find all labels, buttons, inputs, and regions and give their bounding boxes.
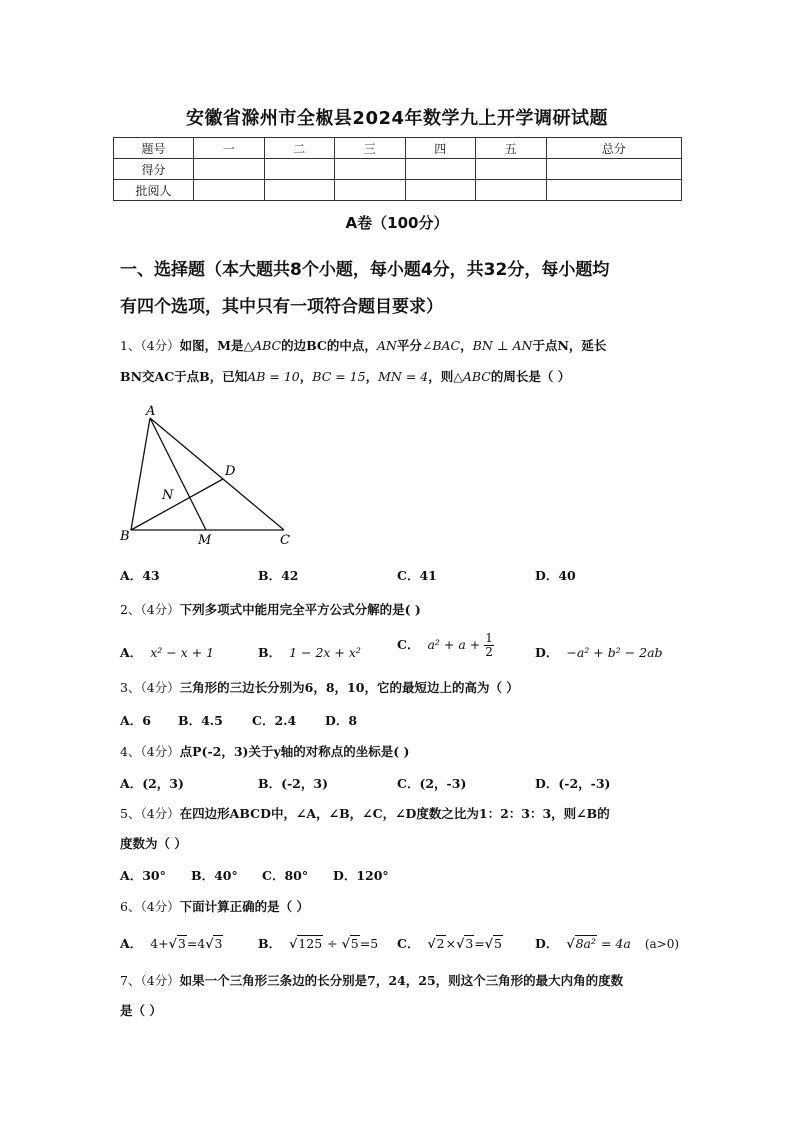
q7-number: 7、（4分） [120, 973, 180, 988]
label-b: B [120, 529, 130, 544]
option-math: 4+ [150, 936, 169, 951]
option-math: ÷ [323, 936, 342, 951]
q1-text: ， [299, 369, 313, 384]
radicand: 8a² [575, 936, 596, 951]
option-math: = [474, 936, 485, 951]
q1-math: BC = 15 [312, 369, 366, 384]
q5-line2: 度数为（ ） [120, 836, 187, 851]
q7-text: 如果一个三角形三条边的长分别是7，24，25，则这个三角形的最大内角的度数 [179, 973, 624, 988]
q7-line2: 是（ ） [120, 1003, 162, 1018]
q1-text: 平分 [396, 338, 422, 353]
q6-line [120, 897, 309, 915]
q6-option-a[interactable]: A． 4+√3=4√3 [120, 936, 223, 951]
table-cell [335, 159, 406, 180]
segment-am [150, 418, 206, 530]
table-row [114, 159, 682, 180]
fraction-denominator: 2 [485, 645, 493, 659]
q5-option-c[interactable]: C．80° [262, 868, 309, 883]
q6-option-d[interactable]: D． √8a² = 4a (a>0) [535, 936, 680, 951]
q1-option-d[interactable]: D．40 [535, 568, 576, 583]
option-math: =5 [359, 936, 379, 951]
radicand: 5 [350, 936, 359, 951]
q4-line [120, 742, 409, 760]
option-math: −a² + b² − 2ab [566, 645, 663, 660]
q1-option-c[interactable]: C．41 [397, 568, 437, 583]
q2-option-a[interactable] [120, 643, 214, 661]
option-label: C． [397, 936, 420, 951]
q4-option-d[interactable]: D．(-2，-3) [535, 776, 611, 791]
table-cell [194, 180, 265, 201]
q1-math: AN [376, 338, 397, 353]
q4-option-c[interactable]: C．(2，-3) [397, 776, 467, 791]
q1-math: ∠BAC [421, 338, 461, 353]
q1-text: ， [460, 338, 473, 353]
option-condition: (a>0) [644, 937, 680, 951]
q1-number: 1、（4分） [120, 338, 180, 353]
q5-number: 5、（4分） [120, 806, 180, 821]
q2-text: 下列多项式中能用完全平方公式分解的是( ) [179, 602, 421, 617]
option-math: =4 [186, 936, 206, 951]
option-label: A． [120, 645, 143, 660]
table-header-row [114, 138, 682, 159]
table-cell: 批阅人 [114, 180, 194, 201]
q1-text: ， [365, 369, 379, 384]
q3-option-a[interactable]: A．6 [120, 713, 151, 728]
option-math: = 4a [596, 936, 631, 951]
q3-option-d[interactable]: D．8 [325, 713, 358, 728]
option-label: A． [120, 936, 143, 951]
table-cell [405, 159, 476, 180]
q1-line2 [120, 367, 570, 385]
q1-line1 [120, 336, 606, 354]
radicand: 3 [214, 936, 223, 951]
q3-number: 3、（4分） [120, 680, 180, 695]
q1-text: ，则 [428, 369, 454, 384]
q3-line [120, 678, 519, 696]
label-d: D [225, 464, 236, 479]
page-title: 安徽省滁州市全椒县2024年数学九上开学调研试题 [185, 108, 609, 129]
table-cell [194, 159, 265, 180]
q1-math: MN = 4 [378, 369, 429, 384]
q1-text: BN交AC于点B，已知 [120, 369, 248, 384]
option-label: B． [258, 645, 282, 660]
q6-number: 6、（4分） [120, 899, 180, 914]
label-a: A [146, 404, 156, 419]
part1-heading-line2: 有四个选项，其中只有一项符合题目要求） [120, 297, 443, 317]
option-math: × [445, 936, 457, 951]
q2-option-d[interactable] [535, 643, 663, 661]
q1-math: BN ⊥ AN [472, 338, 533, 353]
q4-number: 4、（4分） [120, 744, 180, 759]
option-label: D． [535, 936, 559, 951]
label-m: M [198, 533, 212, 548]
triangle-figure [112, 400, 302, 550]
q3-option-b[interactable]: B．4.5 [178, 713, 223, 728]
table-cell [264, 180, 335, 201]
q5-option-d[interactable]: D．120° [333, 868, 389, 883]
table-cell [546, 180, 682, 201]
q1-text: 于点N，延长 [532, 338, 607, 353]
q1-option-a[interactable]: A．43 [120, 568, 160, 583]
q5-line1 [120, 804, 610, 822]
radicand: 5 [493, 936, 502, 951]
fraction-numerator: 1 [485, 631, 493, 645]
section-a-heading: A卷（100分） [345, 214, 449, 232]
table-cell [264, 159, 335, 180]
fraction [484, 632, 494, 659]
option-math: x² − x + 1 [150, 645, 215, 660]
q1-text: 的周长是（ ） [490, 369, 571, 384]
q6-option-c[interactable]: C． √2×√3=√5 [397, 936, 502, 951]
q7-line1 [120, 971, 623, 989]
option-label: B． [258, 936, 282, 951]
part1-heading-line1: 一、选择题（本大题共8个小题，每小题4分，共32分，每小题均 [120, 260, 610, 280]
table-cell: 二 [264, 138, 335, 159]
option-math: 1 − 2x + x² [289, 645, 361, 660]
q6-option-b[interactable]: B． √125 ÷ √5=5 [258, 936, 379, 951]
q1-math: AB = 10 [247, 369, 300, 384]
q4-option-b[interactable]: B．(-2，3) [258, 776, 328, 791]
option-label: D． [535, 645, 559, 660]
label-c: C [280, 533, 290, 548]
q1-text: 的边BC的中点， [281, 338, 377, 353]
table-cell: 得分 [114, 159, 194, 180]
radicand: 3 [177, 936, 186, 951]
table-cell: 总分 [546, 138, 682, 159]
score-table [113, 137, 682, 201]
segment-ac [150, 418, 284, 530]
segment-bd [131, 479, 223, 530]
option-label: C． [397, 637, 420, 652]
radicand: 3 [465, 936, 474, 951]
segment-ab [131, 418, 150, 530]
q5-text: 在四边形ABCD中，∠A，∠B，∠C，∠D度数之比为1：2：3：3，则∠B的 [179, 806, 610, 821]
table-cell [476, 180, 547, 201]
table-cell [335, 180, 406, 201]
q6-text: 下面计算正确的是（ ） [179, 899, 310, 914]
table-cell [546, 159, 682, 180]
table-cell [405, 180, 476, 201]
q4-option-a[interactable]: A．(2，3) [120, 776, 184, 791]
radicand: 2 [436, 936, 445, 951]
q2-option-b[interactable] [258, 643, 361, 661]
table-cell: 四 [405, 138, 476, 159]
q2-line [120, 600, 421, 618]
option-math: a² + a + [427, 637, 481, 652]
q2-option-c[interactable] [397, 632, 494, 659]
table-cell: 五 [476, 138, 547, 159]
table-cell: 题号 [114, 138, 194, 159]
q1-option-b[interactable]: B．42 [258, 568, 299, 583]
q1-math: △ABC [453, 369, 491, 384]
radicand: 125 [298, 936, 323, 951]
q3-text: 三角形的三边长分别为6，8，10，它的最短边上的高为（ ） [179, 680, 519, 695]
q4-text: 点P(-2，3)关于y轴的对称点的坐标是( ) [179, 744, 410, 759]
q5-option-b[interactable]: B．40° [191, 868, 238, 883]
table-cell [476, 159, 547, 180]
table-cell: 三 [335, 138, 406, 159]
q1-text: 如图，M是 [179, 338, 244, 353]
q5-option-a[interactable]: A．30° [120, 868, 166, 883]
table-cell: 一 [194, 138, 265, 159]
table-row [114, 180, 682, 201]
label-n: N [162, 488, 174, 503]
q1-math: △ABC [243, 338, 282, 353]
q2-number: 2、（4分） [120, 602, 180, 617]
q3-option-c[interactable]: C．2.4 [252, 713, 297, 728]
